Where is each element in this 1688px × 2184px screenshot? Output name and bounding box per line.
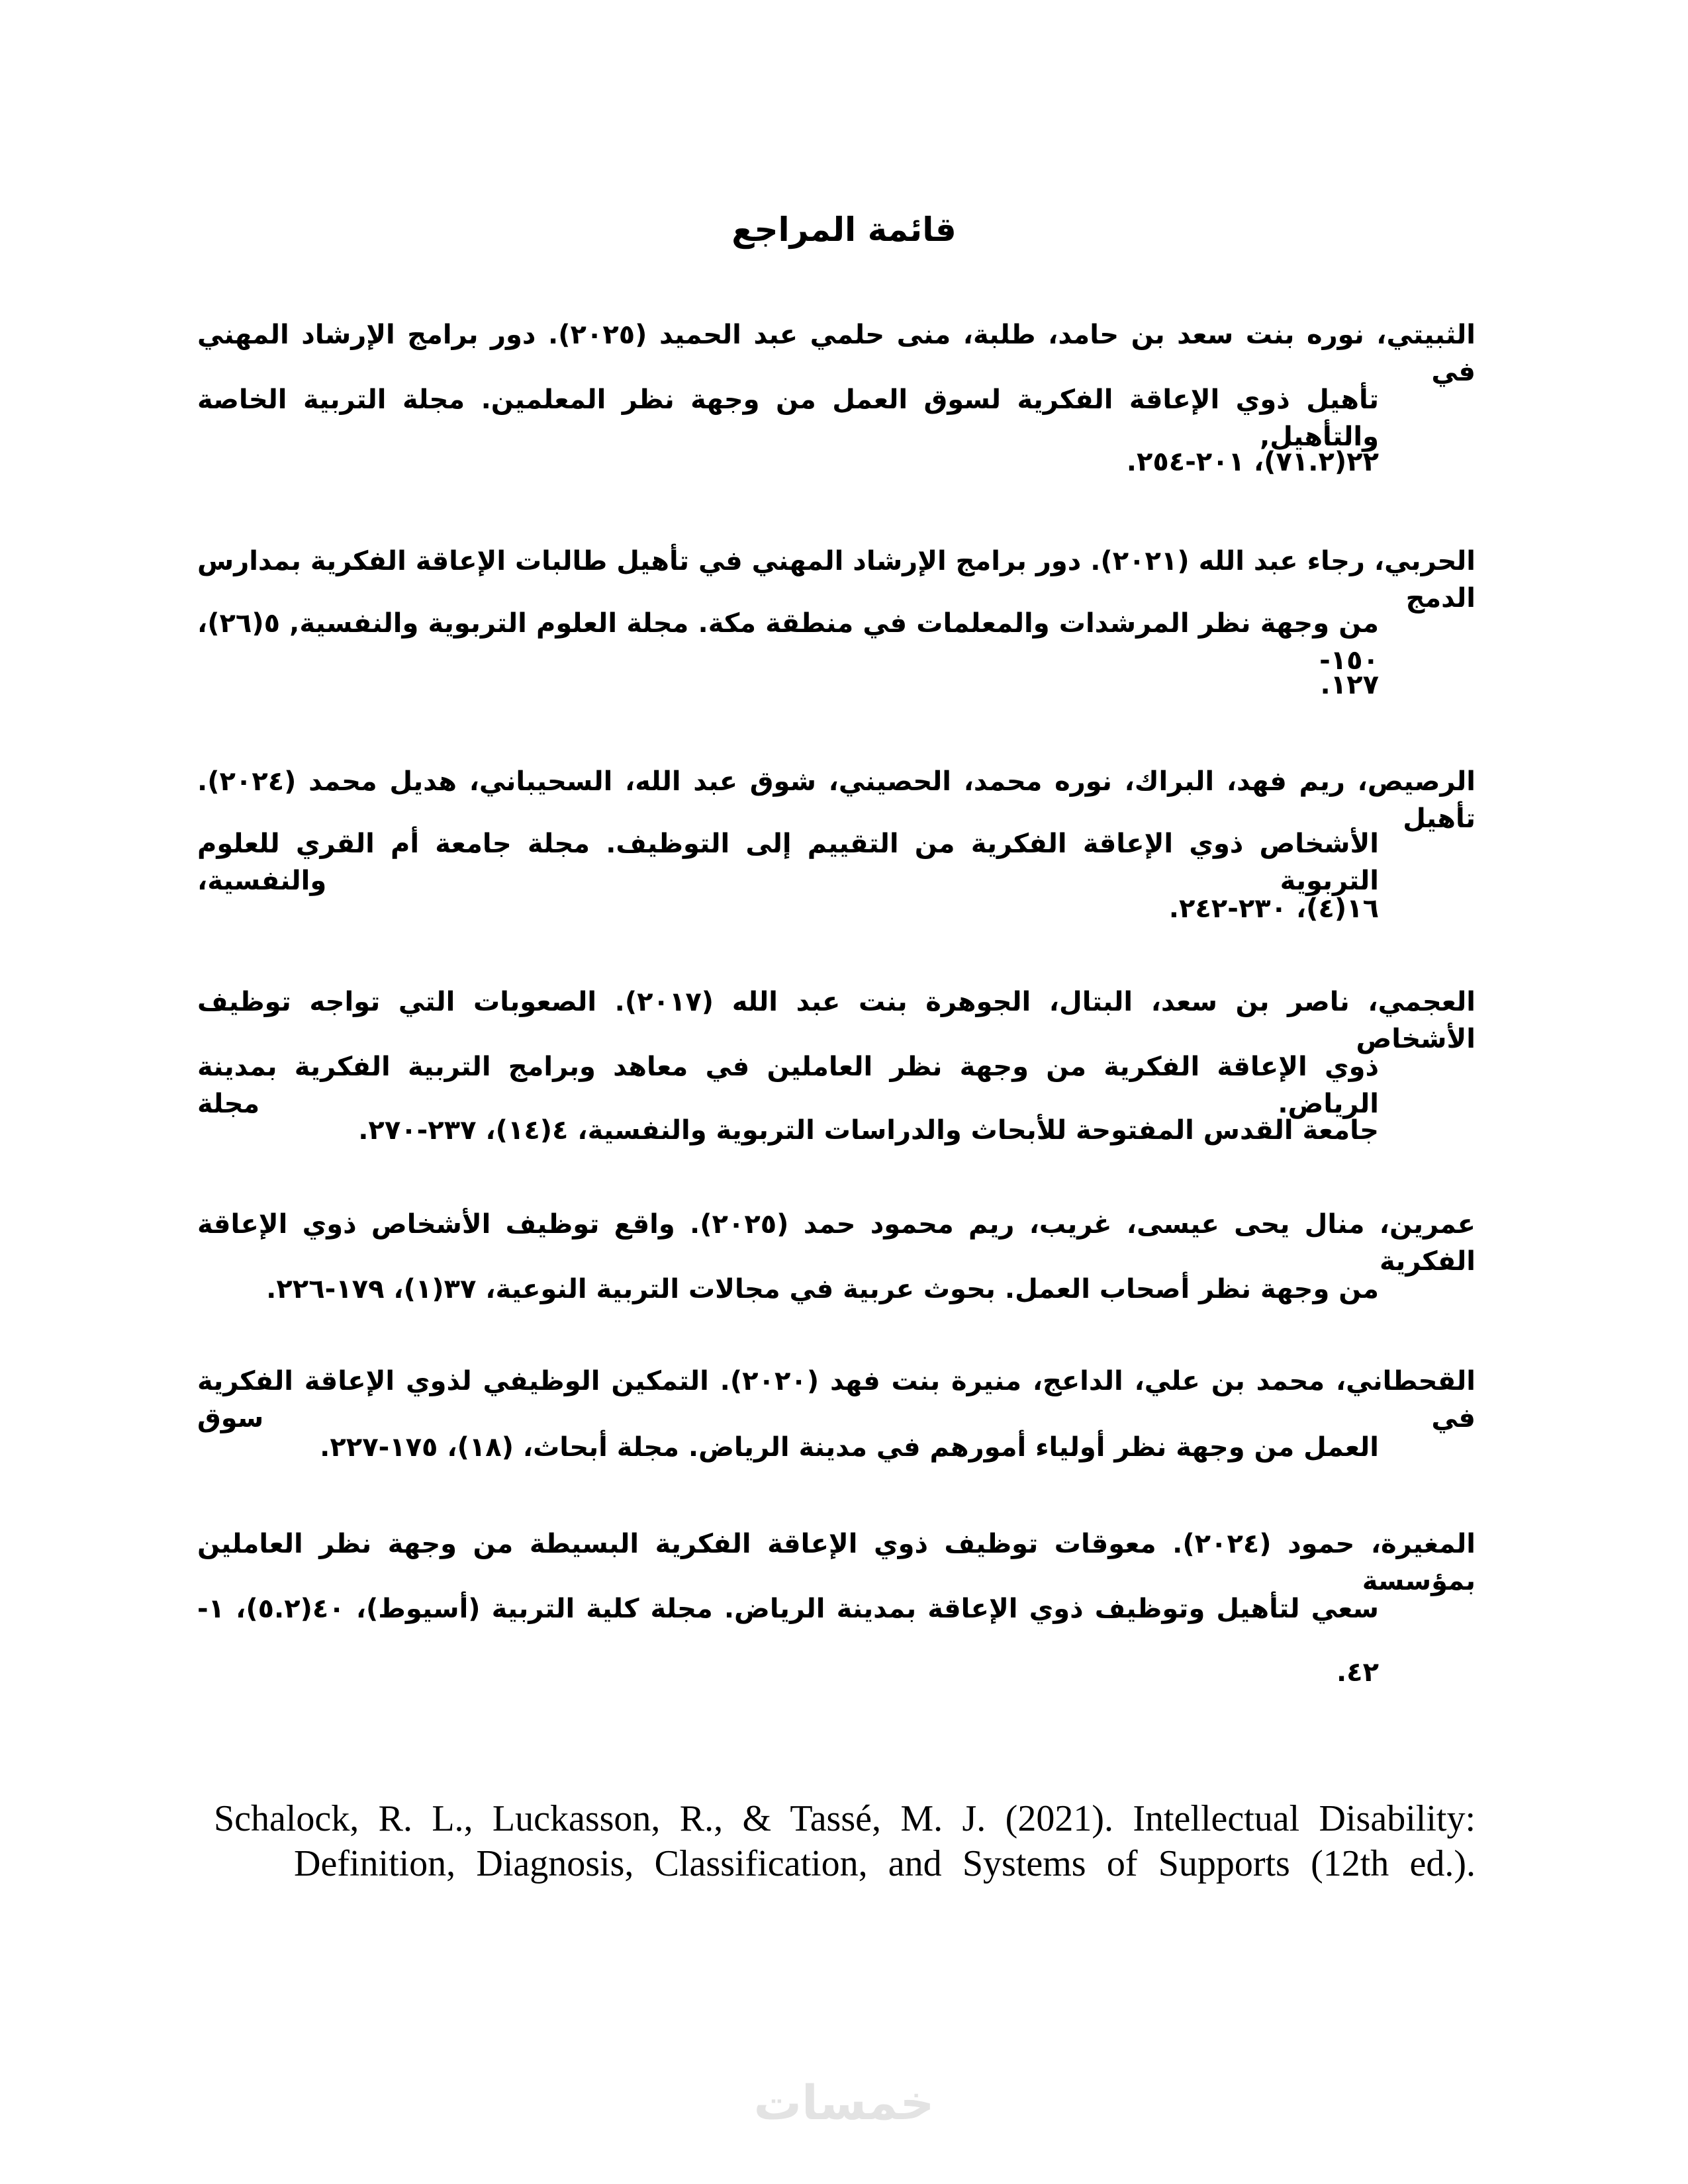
reference-3-line-1: الرصيص، ريم فهد، البراك، نوره محمد، الحصيني، شوق عبد الله، السحيباني، هديل محمد (٢٠٢٤). تأهيل [197,766,1476,834]
reference-5-line-1: عمرين، منال يحى عيسى، غريب، ريم محمود حمد (٢٠٢٥). واقع توظيف الأشخاص ذوي الإعاقة الفكرية [197,1209,1476,1277]
reference-3-line-3: ١٦(٤)، ٢٣٠-٢٤٢. [1168,893,1379,924]
english-reference-line-2: Definition, Diagnosis, Classification, and Systems of Supports (12th ed.). [294,1843,1476,1884]
reference-6-line-1: القحطاني، محمد بن علي، الداعج، منيرة بنت فهد (٢٠٢٠). التمكين الوظيفي لذوي الإعاقة الفكرية في سوق [197,1366,1476,1433]
reference-6-line-2: العمل من وجهة نظر أولياء أمورهم في مدينة الرياض. مجلة أبحاث، (١٨)، ١٧٥-٢٢٧. [320,1432,1379,1463]
reference-5-line-2: من وجهة نظر أصحاب العمل. بحوث عربية في مجالات التربية النوعية، ٣٧(١)، ١٧٩-٢٢٦. [266,1274,1379,1304]
reference-4-line-1: العجمي، ناصر بن سعد، البتال، الجوهرة بنت عبد الله (٢٠١٧). الصعوبات التي تواجه توظيف الأشخاص [197,987,1476,1054]
reference-3-line-2: الأشخاص ذوي الإعاقة الفكرية من التقييم إلى التوظيف. مجلة جامعة أم القري للعلوم التربوية والنفسية، [197,829,1379,896]
watermark-logo: خمسات [753,2075,935,2130]
reference-2-line-2: من وجهة نظر المرشدات والمعلمات في منطقة مكة. مجلة العلوم التربوية والنفسية, ٥(٢٦)، ١٥٠- [197,608,1379,676]
reference-2-line-1: الحربي، رجاء عبد الله (٢٠٢١). دور برامج الإرشاد المهني في تأهيل طالبات الإعاقة الفكرية بمدارس الدمج [197,546,1476,614]
reference-1-line-3: ٢٢(٧١.٢)، ٢٠١-٢٥٤. [1126,447,1379,477]
reference-2-line-3: ١٢٧. [1320,670,1379,700]
english-reference-line-1: Schalock, R. L., Luckasson, R., & Tassé, M. J. (2021). Intellectual Disability: [214,1798,1476,1839]
reference-4-line-2: ذوي الإعاقة الفكرية من وجهة نظر العاملين في معاهد وبرامج التربية الفكرية بمدينة الرياض. مجلة [197,1052,1379,1119]
reference-7-line-2: سعي لتأهيل وتوظيف ذوي الإعاقة بمدينة الرياض. مجلة كلية التربية (أسيوط)، ٤٠(٥.٢)، ١- [197,1594,1379,1624]
reference-1-line-2: تأهيل ذوي الإعاقة الفكرية لسوق العمل من وجهة نظر المعلمين. مجلة التربية الخاصة والتأهيل, [197,385,1379,452]
reference-7-line-1: المغيرة، حمود (٢٠٢٤). معوقات توظيف ذوي الإعاقة الفكرية البسيطة من وجهة نظر العاملين بمؤسسة [197,1529,1476,1596]
reference-1-line-1: الثبيتي، نوره بنت سعد بن حامد، طلبة، منى حلمي عبد الحميد (٢٠٢٥). دور برامج الإرشاد المهني في [197,320,1476,387]
reference-7-line-3: ٤٢. [1336,1657,1379,1688]
reference-4-line-3: جامعة القدس المفتوحة للأبحاث والدراسات التربوية والنفسية، ٤(١٤)، ٢٣٧-٢٧٠. [358,1115,1379,1146]
page-title: قائمة المراجع [731,210,957,249]
